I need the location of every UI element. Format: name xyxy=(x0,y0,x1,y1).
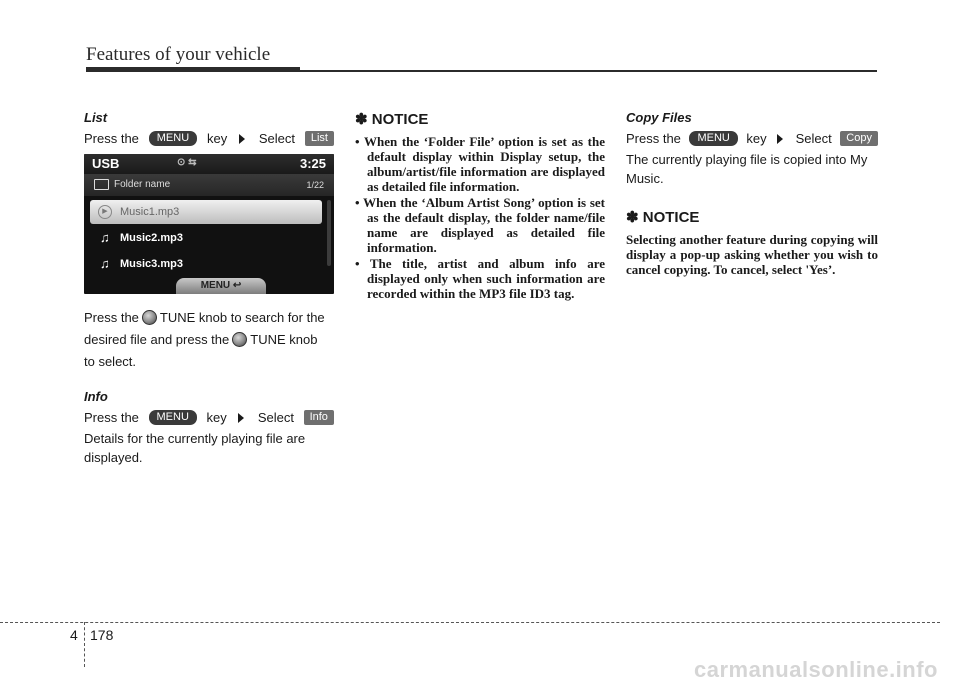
copy-files-heading: Copy Files xyxy=(626,110,692,125)
select-text: Select xyxy=(258,131,295,146)
screen-list-item-label: Music1.mp3 xyxy=(120,206,180,218)
footer-page-number: 178 xyxy=(90,627,114,643)
screen-list-item xyxy=(90,200,322,224)
tune-knob-icon xyxy=(142,310,157,325)
screen-folder-row xyxy=(84,174,334,196)
screen-file-counter: 1/22 xyxy=(306,180,324,190)
screen-folder-name: Folder name xyxy=(114,179,171,190)
list-instruction xyxy=(84,129,334,148)
screen-menu-tab xyxy=(176,278,266,294)
menu-key-badge: MENU xyxy=(689,131,737,146)
music-note-icon: ♫ xyxy=(100,230,110,245)
copy-soft-key-badge: Copy xyxy=(840,131,878,146)
copy-description: The currently playing file is copied into My Music. xyxy=(626,152,868,186)
screen-status-bar xyxy=(84,154,334,174)
info-heading: Info xyxy=(84,389,108,404)
notice-title: ✽ NOTICE xyxy=(355,111,429,128)
screen-source-label: USB xyxy=(92,156,120,171)
menu-key-badge: MENU xyxy=(149,410,197,425)
music-note-icon: ♫ xyxy=(100,256,110,271)
tune-knob-icon xyxy=(232,332,247,347)
info-soft-key-badge: Info xyxy=(304,410,334,425)
column-left xyxy=(84,110,334,467)
back-arrow-icon: ↩ xyxy=(232,280,242,291)
key-text: key xyxy=(746,131,767,146)
arrow-right-icon xyxy=(238,413,244,423)
list-heading: List xyxy=(84,110,108,125)
page-header-title: Features of your vehicle xyxy=(86,44,271,65)
info-instruction xyxy=(84,408,334,427)
arrow-right-icon xyxy=(239,134,245,144)
tune-text: desired file and press the xyxy=(84,332,230,347)
list-soft-key-badge: List xyxy=(305,131,334,146)
screen-scrollbar xyxy=(327,200,331,266)
copy-instruction xyxy=(626,129,878,148)
screen-menu-label: MENU xyxy=(200,280,231,291)
screen-list-item xyxy=(90,252,322,276)
notice-bullet-list xyxy=(355,134,605,301)
tune-line-3 xyxy=(84,352,334,371)
screen-list-item-label: Music3.mp3 xyxy=(120,258,183,270)
column-right xyxy=(626,110,878,277)
press-the-text: Press the xyxy=(84,131,139,146)
tune-line-1 xyxy=(84,308,334,327)
notice-bullet: • The title, artist and album info are displayed only when such information are recorded within the MP3 file ID3 tag. xyxy=(355,256,605,301)
press-the-text: Press the xyxy=(626,131,681,146)
play-icon: ▶ xyxy=(98,205,112,219)
screen-clock: 3:25 xyxy=(299,156,326,171)
key-text: key xyxy=(206,131,228,146)
screen-list-item-label: Music2.mp3 xyxy=(120,232,183,244)
column-middle xyxy=(355,110,605,302)
folder-icon xyxy=(94,179,109,190)
key-text: key xyxy=(206,410,227,425)
footer-chapter-number: 4 xyxy=(70,627,78,643)
arrow-right-icon xyxy=(777,134,783,144)
notice-title: ✽ NOTICE xyxy=(626,209,700,226)
header-rule-thick xyxy=(86,67,300,72)
screen-list-item xyxy=(90,226,322,250)
header-rule-thin xyxy=(300,70,877,72)
tune-text: Press the xyxy=(84,310,139,325)
usb-connection-icon: ⊙ ⇆ xyxy=(177,157,197,168)
footer-dashed-rule xyxy=(0,622,940,623)
select-text: Select xyxy=(795,131,832,146)
footer-dashed-divider xyxy=(84,622,85,667)
tune-line-2 xyxy=(84,330,334,349)
site-watermark: carmanualsonline.info xyxy=(694,657,938,682)
menu-key-badge: MENU xyxy=(149,131,197,146)
info-description: Details for the currently playing file are displayed. xyxy=(84,431,306,465)
press-the-text: Press the xyxy=(84,410,139,425)
notice-body: Selecting another feature during copying will display a pop-up asking whether you wish to cancel copying. To cancel, select 'Yes’. xyxy=(626,232,878,277)
notice-bullet: • When the ‘Folder File’ option is set as the default display within Display setup, the album/artist/file information are displayed as detailed file information. xyxy=(355,134,605,194)
tune-text: TUNE knob to search for the xyxy=(159,310,325,325)
tune-text: to select. xyxy=(84,354,137,369)
notice-bullet: • When the ‘Album Artist Song’ option is set as the default display, the folder name/file name are displayed as detailed file information. xyxy=(355,195,605,255)
tune-text: TUNE knob xyxy=(250,332,318,347)
usb-list-screen-image xyxy=(84,154,334,294)
select-text: Select xyxy=(257,410,294,425)
